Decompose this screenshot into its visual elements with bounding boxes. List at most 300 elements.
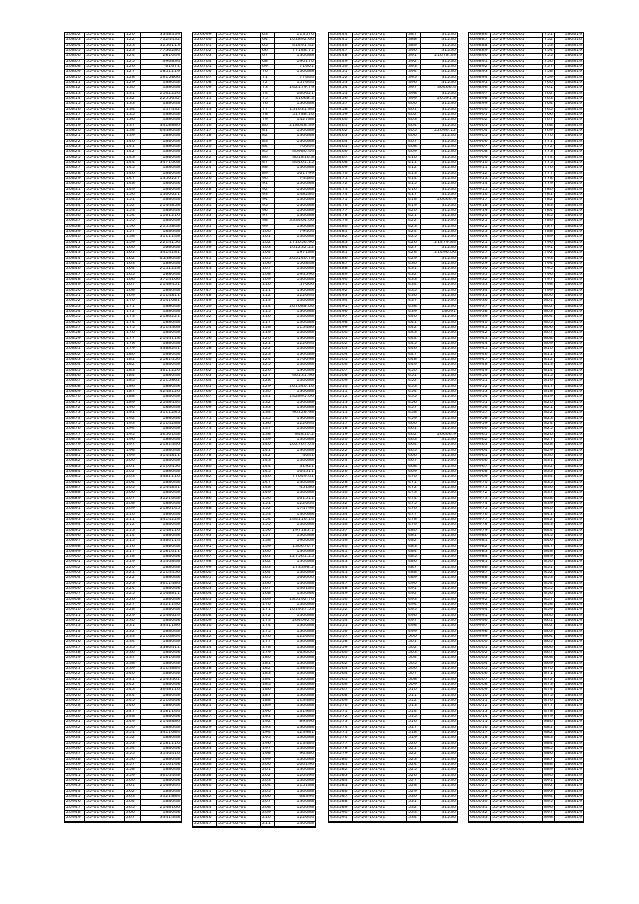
table-cell: 20855 [65, 315, 85, 319]
table-cell: 244 [125, 694, 141, 698]
table-cell: 415 [407, 182, 421, 186]
table-cell: 639948 [469, 363, 491, 367]
table-cell: 226733 [193, 214, 217, 218]
table-cell: 783 [543, 204, 555, 208]
table-cell: 433514 [329, 406, 353, 410]
table-cell: 639889 [469, 49, 491, 53]
table-cell: 513 [407, 704, 421, 708]
table-cell: 761 [543, 86, 555, 90]
table-cell: 31230 [441, 651, 456, 656]
table-cell: 188048 [162, 304, 180, 309]
table-cell: 433489 [329, 273, 353, 277]
table-cell: 20806 [65, 54, 85, 58]
table-cell: 55-01-60-01 [85, 353, 125, 357]
table-cell: 20875 [65, 422, 85, 426]
table-cell: 792 [543, 251, 555, 255]
table-cell: 433557 [329, 635, 353, 639]
table-cell: 130088 [296, 203, 314, 208]
table-cell: 20839 [65, 230, 85, 234]
table-cell: 433447 [329, 49, 353, 53]
table-cell: 20845 [65, 262, 85, 266]
table-cell: 55-26-101-01 [353, 246, 407, 250]
table-cell: 55-26-101-01 [353, 646, 407, 650]
table-cell: 186819 [564, 485, 582, 490]
table-cell: 433546 [329, 576, 353, 580]
table-cell: 515 [407, 715, 421, 719]
table-cell: 226770 [193, 411, 217, 415]
table-cell: 794 [543, 262, 555, 266]
table-cell: 55-15-02-01 [217, 539, 261, 543]
table-cell: 226792 [193, 529, 217, 533]
table-cell: 74484 [299, 176, 314, 181]
table-cell: 506 [407, 667, 421, 671]
table-cell: 844 [543, 529, 555, 533]
table-cell: 483 [407, 545, 421, 549]
table-cell: 188048 [162, 544, 180, 549]
table-cell: 433548 [329, 587, 353, 591]
table-cell: 898 [543, 816, 555, 820]
table-cell: 433445 [329, 38, 353, 42]
table-cell: 226736 [193, 230, 217, 234]
table-cell: 55-29-000001 [491, 92, 543, 96]
table-cell: 55-15-02-01 [217, 241, 261, 245]
table-cell: 433521 [329, 443, 353, 447]
table-cell: 20816 [65, 108, 85, 112]
table-cell: 31230 [441, 789, 456, 794]
table-cell: 55-01-60-01 [85, 262, 125, 266]
table-cell: 55-26-101-01 [353, 129, 407, 133]
table-cell: 113576 [296, 33, 314, 37]
table-cell: 20893 [65, 518, 85, 522]
table-cell: 55-15-02-01 [217, 406, 261, 410]
table-cell: 20871 [65, 401, 85, 405]
table-cell: 55-15-02-01 [217, 790, 261, 794]
table-cell: 188048 [162, 459, 180, 464]
table-cell: 20916 [65, 640, 85, 644]
table-cell: 226791 [193, 523, 217, 527]
table-cell: 20923 [65, 678, 85, 682]
table-cell: 181 [125, 358, 141, 362]
table-cell: 55-26-101-01 [353, 326, 407, 330]
table-cell: 55-29-000001 [491, 736, 543, 740]
table-cell: 186819 [564, 757, 582, 762]
table-cell: 20941 [65, 774, 85, 778]
table-cell: 2181611 [159, 549, 180, 554]
table-cell: 401 [407, 108, 421, 112]
table-cell: 188048 [162, 427, 180, 432]
table-cell: 150 [261, 497, 275, 501]
table-cell: 226700 [193, 38, 217, 42]
table-cell: 122644 [296, 816, 314, 821]
table-cell: 55-15-02-01 [217, 177, 261, 181]
table-cell: 433485 [329, 251, 353, 255]
table-cell: 226761 [193, 363, 217, 367]
table-cell: 55-15-02-01 [217, 49, 261, 53]
table-cell: 55-26-101-01 [353, 763, 407, 767]
table-cell: 127561.25 [289, 555, 314, 560]
table-cell: 534 [407, 816, 421, 820]
table-cell: 2114811 [159, 294, 180, 299]
table-cell: 188048 [162, 789, 180, 794]
table-cell: 20807 [65, 60, 85, 64]
table-cell: 188048 [162, 587, 180, 592]
table-cell: 55-29-000001 [491, 688, 543, 692]
table-cell: 130088 [296, 624, 314, 629]
table-cell: 55-15-02-01 [217, 768, 261, 772]
table-cell: 188048 [162, 704, 180, 709]
table-cell: 20815 [65, 102, 85, 106]
table-cell: 55-29-000001 [491, 38, 543, 42]
table-cell: 55-15-02-01 [217, 283, 261, 287]
table-cell: 55-01-60-01 [85, 331, 125, 335]
table-cell: 433484 [329, 246, 353, 250]
table-cell: 793 [543, 257, 555, 261]
table-cell: 188048 [162, 533, 180, 538]
table-cell: 449 [407, 363, 421, 367]
table-cell: 433556 [329, 630, 353, 634]
table-cell: 55-29-000001 [491, 598, 543, 602]
table-cell: 494 [407, 603, 421, 607]
table-cell: 55-15-02-01 [217, 694, 261, 698]
table-cell: 2148116 [159, 528, 180, 533]
table-cell: 639936 [469, 299, 491, 303]
table-cell: 433541 [329, 550, 353, 554]
table-cell: 31230 [441, 443, 456, 448]
table-cell: 55-01-60-01 [85, 481, 125, 485]
table-row [469, 816, 583, 821]
table-cell: 433536 [329, 523, 353, 527]
table-cell: 31230 [441, 635, 456, 640]
table-cell: 20887 [65, 486, 85, 490]
table-cell: 55-29-000001 [491, 470, 543, 474]
table-cell: 433561 [329, 656, 353, 660]
table-cell: 55-01-60-01 [85, 710, 125, 714]
table-cell: 252 [125, 736, 141, 740]
table-cell: 20900 [65, 555, 85, 559]
table-cell: 770 [543, 134, 555, 138]
table-cell: 850 [543, 560, 555, 564]
table-cell: 433535 [329, 518, 353, 522]
table-cell: 55-29-000001 [491, 752, 543, 756]
table-cell: 55-15-02-01 [217, 214, 261, 218]
table-cell: 188048 [162, 288, 180, 293]
table-cell: 55-15-02-01 [217, 720, 261, 724]
table-cell: 226747 [193, 289, 217, 293]
table-cell: 55-01-60-01 [85, 299, 125, 303]
table-cell: 130088 [296, 235, 314, 240]
table-cell: 148284 [296, 192, 314, 197]
table-cell: 453 [407, 385, 421, 389]
table-cell: 55-15-02-01 [217, 624, 261, 628]
table-cell: 226805 [193, 598, 217, 602]
table-cell: 20836 [65, 214, 85, 218]
table-cell: 186819 [564, 80, 582, 85]
table-cell: 31230 [441, 555, 456, 560]
table-cell: 433506 [329, 363, 353, 367]
table-cell: 2155848 [159, 224, 180, 229]
table-cell: 55-26-101-01 [353, 475, 407, 479]
table-cell: 2181456 [159, 358, 180, 363]
table-cell: 55-15-02-01 [217, 449, 261, 453]
table-cell: 433482 [329, 235, 353, 239]
table-cell: 68394 [299, 794, 314, 799]
table-cell: 158 [125, 235, 141, 239]
table-cell: 147 [261, 481, 275, 485]
table-cell: 20904 [65, 576, 85, 580]
table-cell: 887 [543, 758, 555, 762]
table-cell: 164 [125, 267, 141, 271]
table-cell: 164 [261, 571, 275, 575]
table-cell: 134 [261, 411, 275, 415]
table-cell: 55-29-000001 [491, 257, 543, 261]
table-cell: 3471408 [159, 160, 180, 165]
table-cell: 31230 [441, 762, 456, 767]
table-cell: 55-26-101-01 [353, 219, 407, 223]
table-cell: 226806 [193, 603, 217, 607]
table-cell: 177 [125, 337, 141, 341]
table-cell: 863 [543, 630, 555, 634]
table-cell: 193 [261, 726, 275, 730]
table-cell: 55-15-02-01 [217, 124, 261, 128]
table-cell: 55-29-000001 [491, 204, 543, 208]
table-cell: 226814 [193, 646, 217, 650]
table-cell: 433543 [329, 560, 353, 564]
table-cell: 870 [543, 667, 555, 671]
table-cell: 167 [125, 283, 141, 287]
table-cell: 186819 [564, 619, 582, 624]
table-cell: 226800 [193, 571, 217, 575]
table-cell: 55-01-60-01 [85, 475, 125, 479]
table-cell: 639974 [469, 502, 491, 506]
table-cell: 639900 [469, 108, 491, 112]
table-cell: 265 [125, 806, 141, 810]
table-cell: 226738 [193, 241, 217, 245]
table-cell: 113 [261, 299, 275, 303]
table-cell: 188048 [162, 187, 180, 192]
table-cell: 175 [261, 630, 275, 634]
table-cell: 31230 [441, 288, 456, 293]
table-cell: 229 [125, 614, 141, 618]
table-cell: 55-29-000001 [491, 534, 543, 538]
table-cell: 216 [125, 545, 141, 549]
table-cell: 122 [125, 38, 141, 42]
table-cell: 20907 [65, 592, 85, 596]
table-cell: 639886 [469, 33, 491, 37]
table-cell: 55-26-101-01 [353, 816, 407, 820]
table-cell: 454 [407, 390, 421, 394]
table-cell: 55-15-02-01 [217, 251, 261, 255]
table-cell: 55-26-101-01 [353, 683, 407, 687]
table-cell: 175 [125, 326, 141, 330]
table-cell: 129 [125, 81, 141, 85]
table-cell: 3121146 [159, 603, 180, 608]
table-cell: 3256113 [159, 43, 180, 48]
table-cell: 433589 [329, 806, 353, 810]
table-cell: 186819 [564, 43, 582, 48]
table-cell: 55-29-000001 [491, 763, 543, 767]
table-cell: 115 [261, 310, 275, 314]
table-cell: 182 [125, 363, 141, 367]
table-cell: 55-26-101-01 [353, 118, 407, 122]
table-cell: 433464 [329, 140, 353, 144]
table-cell: 144 [125, 161, 141, 165]
table-cell: 55-29-000001 [491, 619, 543, 623]
table-cell: 489 [407, 576, 421, 580]
table-cell: 186819 [564, 374, 582, 378]
table-cell: 226776 [193, 443, 217, 447]
table-cell: 466 [407, 454, 421, 458]
table-cell: 55-26-101-01 [353, 145, 407, 149]
table-cell: 31230 [441, 533, 456, 538]
table-cell: 226846 [193, 816, 217, 820]
table-cell: 55-29-000001 [491, 443, 543, 447]
table-cell: 433533 [329, 507, 353, 511]
table-cell: 433493 [329, 294, 353, 298]
table-cell: 226803 [193, 587, 217, 591]
table-cell: 754 [543, 49, 555, 53]
table-cell: 55-01-60-01 [85, 395, 125, 399]
table-cell: 55-15-02-01 [217, 614, 261, 618]
table-cell: 433525 [329, 465, 353, 469]
table-cell: 20821 [65, 134, 85, 138]
table-cell: 226775 [193, 438, 217, 442]
table-cell: 55-26-101-01 [353, 560, 407, 564]
table-cell: 141 [125, 145, 141, 149]
table-cell: 188048 [162, 651, 180, 656]
table-cell: 226755 [193, 331, 217, 335]
table-cell: 55-01-60-01 [85, 747, 125, 751]
table-cell: 207 [261, 800, 275, 804]
table-cell: 640004 [469, 662, 491, 666]
table-cell: 55-26-101-01 [353, 299, 407, 303]
table-cell: 55-01-60-01 [85, 156, 125, 160]
table-cell: 55-15-02-01 [217, 502, 261, 506]
table-cell: 405 [407, 129, 421, 133]
table-cell: 105 [261, 257, 275, 261]
table-cell: 55-29-000001 [491, 491, 543, 495]
table-cell: 402 [407, 113, 421, 117]
table-cell: 55-15-02-01 [217, 219, 261, 223]
table-cell: 55-29-000001 [491, 715, 543, 719]
table-cell: 55-15-02-01 [217, 390, 261, 394]
table-cell: 55-01-60-01 [85, 545, 125, 549]
table-cell: 186819 [564, 555, 582, 560]
table-cell: 148 [261, 486, 275, 490]
table-cell: 188048 [162, 448, 180, 453]
table-cell: 433558 [329, 640, 353, 644]
table-cell: 20926 [65, 694, 85, 698]
table-cell: 55-01-60-01 [85, 161, 125, 165]
table-cell: 433547 [329, 582, 353, 586]
table-cell: 886 [543, 752, 555, 756]
table-cell: 174 [125, 321, 141, 325]
table-cell: 31230 [441, 768, 456, 773]
table-cell: 55-26-101-01 [353, 598, 407, 602]
table-cell: 55-15-02-01 [217, 646, 261, 650]
table-cell: 811 [543, 353, 555, 357]
table-cell: 433470 [329, 172, 353, 176]
table-cell: 101937.53 [289, 608, 314, 613]
table-cell: 31230 [441, 368, 456, 373]
table-cell: 20812 [65, 86, 85, 90]
table-cell: 55-01-60-01 [85, 534, 125, 538]
table-cell: 20874 [65, 417, 85, 421]
table-cell: 639997 [469, 624, 491, 628]
table-cell: 188048 [162, 384, 180, 389]
table-cell: 55-29-000001 [491, 315, 543, 319]
table-cell: 122 [261, 347, 275, 351]
table-cell: 226828 [193, 720, 217, 724]
table-cell: 432 [407, 273, 421, 277]
table-cell: 188048 [162, 310, 180, 315]
table-cell: 55-15-02-01 [217, 33, 261, 37]
table-cell: 226799 [193, 566, 217, 570]
table-cell: 433588 [329, 800, 353, 804]
table-cell: 55-01-60-01 [85, 251, 125, 255]
table-cell: 226728 [193, 188, 217, 192]
table-cell: 130088 [296, 187, 314, 192]
table-cell: 55-01-60-01 [85, 188, 125, 192]
table-cell: 31230 [441, 752, 456, 757]
table-cell: 433477 [329, 209, 353, 213]
table-cell: 433523 [329, 454, 353, 458]
table-cell: 639932 [469, 278, 491, 282]
table-cell: 869 [543, 662, 555, 666]
table-cell: 485 [407, 555, 421, 559]
table-cell: 139 [125, 134, 141, 138]
table-cell: 249 [125, 720, 141, 724]
table-cell: 55-26-101-01 [353, 38, 407, 42]
table-cell: 20805 [65, 49, 85, 53]
table-cell: 55-15-02-01 [217, 656, 261, 660]
table-cell: 639942 [469, 331, 491, 335]
table-cell: 190 [125, 406, 141, 410]
table-cell: 55-01-60-01 [85, 438, 125, 442]
table-cell: 433532 [329, 502, 353, 506]
table-cell: 639926 [469, 246, 491, 250]
table-cell: 528 [407, 784, 421, 788]
table-cell: 789 [543, 235, 555, 239]
table-cell: 55-29-000001 [491, 635, 543, 639]
table-cell: 20892 [65, 513, 85, 517]
table-cell: 186819 [564, 746, 582, 751]
table-cell: 51788.16 [292, 112, 314, 117]
table-cell: 20896 [65, 534, 85, 538]
table-cell: 155 [261, 523, 275, 527]
table-cell: 55-15-02-01 [217, 310, 261, 314]
table-cell: 188048 [162, 629, 180, 634]
table-cell: 130088 [296, 448, 314, 453]
table-cell: 186819 [564, 624, 582, 629]
table-cell: 113484 [296, 699, 314, 704]
table-cell: 180416 [564, 38, 582, 43]
table-cell: 31230 [441, 475, 456, 480]
table-cell: 114 [261, 305, 275, 309]
table-cell: 55-01-60-01 [85, 518, 125, 522]
table-cell: 433503 [329, 347, 353, 351]
table-cell: 55-29-000001 [491, 44, 543, 48]
table-cell: 159 [261, 545, 275, 549]
table-cell: 3441186 [159, 624, 180, 629]
table-cell: 90 [261, 177, 275, 181]
table-cell: 55-15-02-01 [217, 353, 261, 357]
table-cell: 122644 [296, 421, 314, 426]
table-cell: 226786 [193, 497, 217, 501]
table-cell: 132 [261, 401, 275, 405]
table-cell: 639986 [469, 566, 491, 570]
table-cell: 70644 [299, 144, 314, 149]
table-cell: 226746 [193, 283, 217, 287]
